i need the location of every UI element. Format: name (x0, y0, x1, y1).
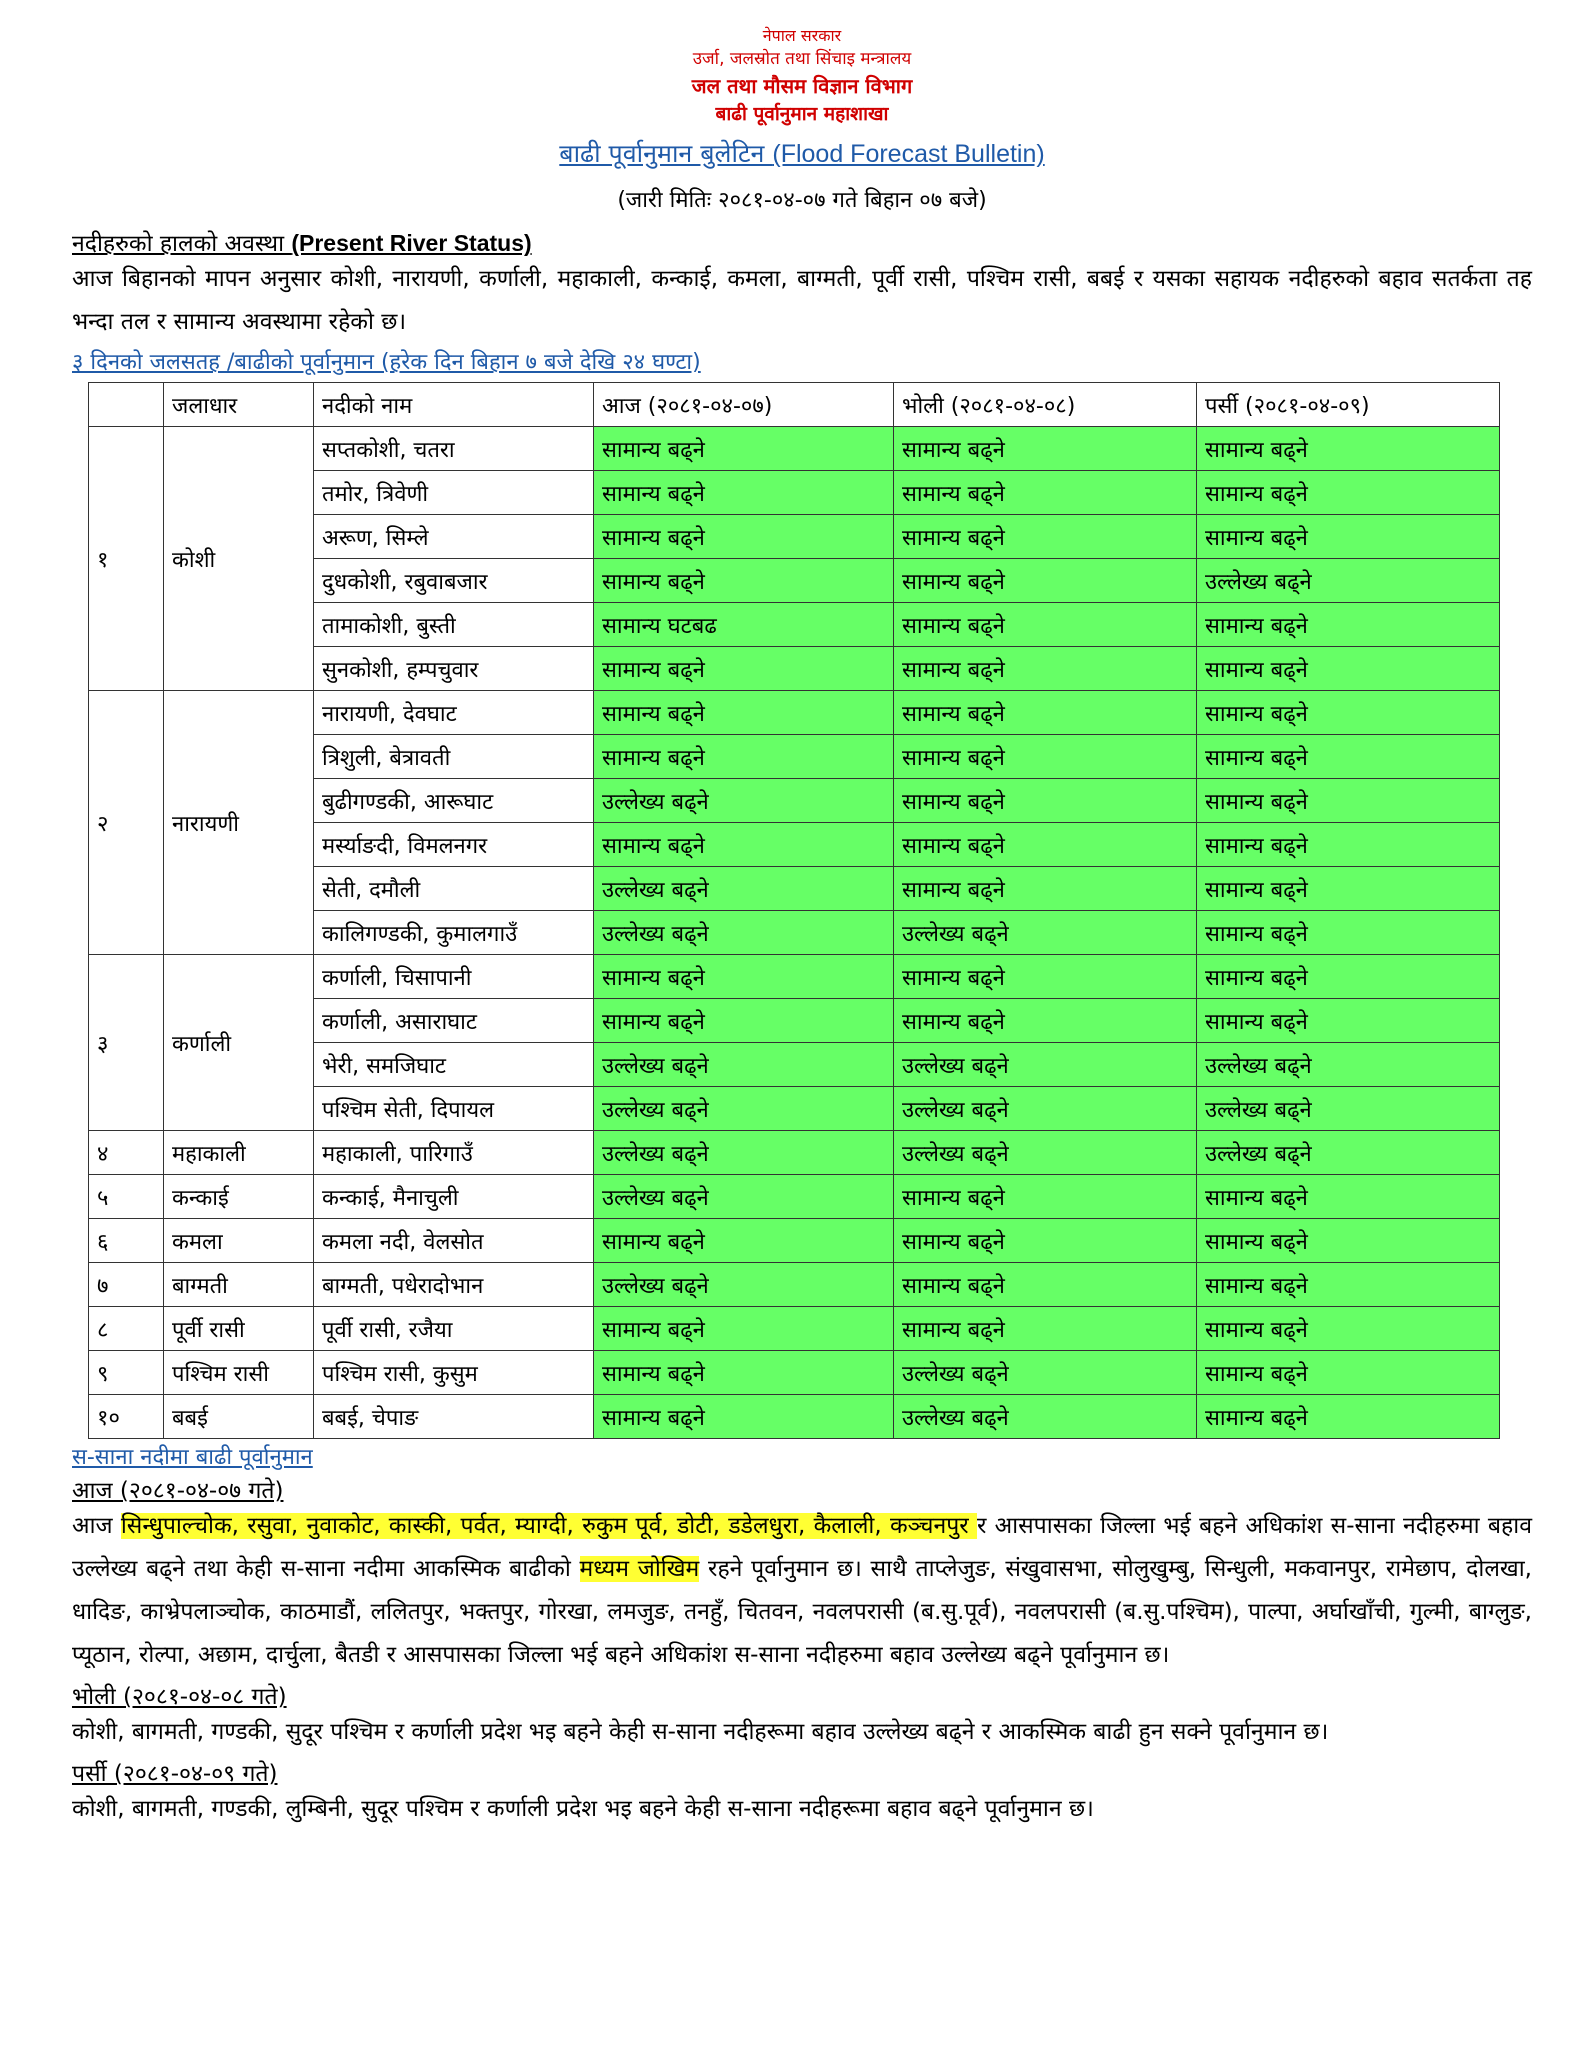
forecast-tomorrow: सामान्य बढ्ने (894, 955, 1197, 999)
river-station: पश्चिम सेती, दिपायल (314, 1087, 594, 1131)
forecast-today: उल्लेख्य बढ्ने (594, 779, 894, 823)
basin-number: ८ (89, 1307, 164, 1351)
today-text (72, 1505, 1532, 1677)
forecast-tomorrow: सामान्य बढ्ने (894, 1219, 1197, 1263)
table-row (89, 1131, 1500, 1175)
forecast-today: सामान्य घटबढ (594, 603, 894, 647)
forecast-today: उल्लेख्य बढ्ने (594, 1131, 894, 1175)
forecast-tomorrow: सामान्य बढ्ने (894, 735, 1197, 779)
forecast-today: सामान्य बढ्ने (594, 515, 894, 559)
river-station: कन्काई, मैनाचुली (314, 1175, 594, 1219)
forecast-tomorrow: सामान्य बढ्ने (894, 999, 1197, 1043)
forecast-today: उल्लेख्य बढ्ने (594, 1263, 894, 1307)
river-station: तामाकोशी, बुस्ती (314, 603, 594, 647)
forecast-tomorrow: सामान्य बढ्ने (894, 471, 1197, 515)
bulletin-title (72, 136, 1532, 170)
forecast-tomorrow: उल्लेख्य बढ्ने (894, 1395, 1197, 1439)
forecast-dayafter: सामान्य बढ्ने (1197, 823, 1500, 867)
river-station: नारायणी, देवघाट (314, 691, 594, 735)
forecast-tomorrow: सामान्य बढ्ने (894, 691, 1197, 735)
basin-number: ९ (89, 1351, 164, 1395)
forecast-dayafter: सामान्य बढ्ने (1197, 779, 1500, 823)
forecast-dayafter: सामान्य बढ्ने (1197, 1351, 1500, 1395)
basin-name: कन्काई (164, 1175, 314, 1219)
river-station: बुढीगण्डकी, आरूघाट (314, 779, 594, 823)
forecast-heading: ३ दिनको जलसतह /बाढीको पूर्वानुमान (हरेक दिन बिहान ७ बजे देखि २४ घण्टा) (72, 350, 701, 376)
basin-name: बबई (164, 1395, 314, 1439)
river-station: अरूण, सिम्ले (314, 515, 594, 559)
river-station: कर्णाली, चिसापानी (314, 955, 594, 999)
issue-date: (जारी मितिः २०८१-०४-०७ गते बिहान ०७ बजे) (617, 188, 987, 214)
forecast-dayafter: सामान्य बढ्ने (1197, 955, 1500, 999)
forecast-tomorrow: सामान्य बढ्ने (894, 1307, 1197, 1351)
forecast-dayafter: उल्लेख्य बढ्ने (1197, 1087, 1500, 1131)
today-pre: आज (72, 1513, 121, 1540)
table-row (89, 691, 1500, 735)
present-status-heading (72, 226, 1532, 258)
basin-number: १ (89, 427, 164, 691)
forecast-table (88, 382, 1500, 1439)
forecast-dayafter: सामान्य बढ्ने (1197, 471, 1500, 515)
river-station: त्रिशुली, बेत्रावती (314, 735, 594, 779)
basin-number: ७ (89, 1263, 164, 1307)
forecast-dayafter: उल्लेख्य बढ्ने (1197, 559, 1500, 603)
forecast-dayafter: सामान्य बढ्ने (1197, 691, 1500, 735)
river-station: मर्स्याङदी, विमलनगर (314, 823, 594, 867)
basin-number: ५ (89, 1175, 164, 1219)
forecast-dayafter: सामान्य बढ्ने (1197, 1263, 1500, 1307)
forecast-today: उल्लेख्य बढ्ने (594, 1175, 894, 1219)
forecast-tomorrow: सामान्य बढ्ने (894, 427, 1197, 471)
col-header-no (89, 383, 164, 427)
forecast-today: सामान्य बढ्ने (594, 691, 894, 735)
present-status-text: आज बिहानको मापन अनुसार कोशी, नारायणी, कर्णाली, महाकाली, कन्काई, कमला, बाग्मती, पूर्वी रासी, पश्चिम रासी, बबई र यसका सहायक नदीहरुको बहाव सतर्कता तह भन्दा तल र सामान्य अवस्थामा रहेको छ। (72, 266, 1532, 336)
forecast-tomorrow: सामान्य बढ्ने (894, 559, 1197, 603)
table-row (89, 1351, 1500, 1395)
forecast-dayafter: सामान्य बढ्ने (1197, 515, 1500, 559)
river-station: दुधकोशी, रबुवाबजार (314, 559, 594, 603)
forecast-today: सामान्य बढ्ने (594, 735, 894, 779)
tomorrow-heading: भोली (२०८१-०४-०८ गते) (72, 1684, 287, 1711)
letterhead (72, 24, 1532, 128)
forecast-dayafter: सामान्य बढ्ने (1197, 647, 1500, 691)
forecast-dayafter: सामान्य बढ्ने (1197, 603, 1500, 647)
forecast-tomorrow: सामान्य बढ्ने (894, 603, 1197, 647)
risk-level: मध्यम जोखिम (579, 1556, 700, 1583)
today-post: रहने पूर्वानुमान छ। साथै ताप्लेजुङ, संखुवासभा, सोलुखुम्बु, सिन्धुली, मकवानपुर, रामेछाप, दोलखा, धादिङ, काभ्रेपलाञ्चोक, काठमाडौं, ललितपुर, भक्तपुर, गोरखा, लमजुङ, तनहुँ, चितवन, नवलपरासी (ब.सु.पूर्व), नवलपरासी (ब.सु.पश्चिम), पाल्पा, अर्घाखाँची, गुल्मी, बाग्लुङ, प्यूठान, रोल्पा, अछाम, दार्चुला, बैतडी र आसपासका जिल्ला भई बहने अधिकांश स-साना नदीहरुमा बहाव उल्लेख्य बढ्ने पूर्वानुमान छ। (72, 1556, 1532, 1669)
river-station: सेती, दमौली (314, 867, 594, 911)
basin-name: महाकाली (164, 1131, 314, 1175)
forecast-tomorrow: सामान्य बढ्ने (894, 647, 1197, 691)
table-row (89, 1219, 1500, 1263)
col-header-river: नदीको नाम (314, 383, 594, 427)
forecast-tomorrow: उल्लेख्य बढ्ने (894, 911, 1197, 955)
basin-name: कोशी (164, 427, 314, 691)
basin-name: पश्चिम रासी (164, 1351, 314, 1395)
forecast-today: उल्लेख्य बढ्ने (594, 1087, 894, 1131)
forecast-dayafter: सामान्य बढ्ने (1197, 867, 1500, 911)
forecast-tomorrow: सामान्य बढ्ने (894, 1263, 1197, 1307)
col-header-basin: जलाधार (164, 383, 314, 427)
table-row (89, 1395, 1500, 1439)
forecast-dayafter: सामान्य बढ्ने (1197, 1175, 1500, 1219)
forecast-tomorrow: उल्लेख्य बढ्ने (894, 1043, 1197, 1087)
dayafter-heading: पर्सी (२०८१-०४-०९ गते) (72, 1761, 278, 1788)
forecast-today: सामान्य बढ्ने (594, 1307, 894, 1351)
forecast-dayafter: सामान्य बढ्ने (1197, 427, 1500, 471)
forecast-today: सामान्य बढ्ने (594, 823, 894, 867)
forecast-today: सामान्य बढ्ने (594, 1219, 894, 1263)
bulletin-page (72, 24, 1532, 1831)
river-station: सप्तकोशी, चतरा (314, 427, 594, 471)
dayafter-text: कोशी, बागमती, गण्डकी, लुम्बिनी, सुदूर पश्चिम र कर्णाली प्रदेश भइ बहने केही स-साना नदीहरूमा बहाव बढ्ने पूर्वानुमान छ। (72, 1796, 1094, 1823)
today-heading: आज (२०८१-०४-०७ गते) (72, 1478, 284, 1505)
forecast-tomorrow: उल्लेख्य बढ्ने (894, 1087, 1197, 1131)
forecast-today: उल्लेख्य बढ्ने (594, 911, 894, 955)
division-name: बाढी पूर्वानुमान महाशाखा (715, 102, 889, 125)
table-row (89, 1175, 1500, 1219)
table-header-row (89, 383, 1500, 427)
small-rivers-heading: स-साना नदीमा बाढी पूर्वानुमान (72, 1445, 313, 1471)
river-station: सुनकोशी, हम्पचुवार (314, 647, 594, 691)
forecast-tomorrow: सामान्य बढ्ने (894, 1175, 1197, 1219)
today-mid: र आसपासका जिल्ला भई बहने अधिकांश स-साना नदीहरुमा बहाव उल्लेख्य बढ्ने तथा केही स-साना नदीमा आकस्मिक बाढीको (72, 1513, 1532, 1583)
forecast-tomorrow: सामान्य बढ्ने (894, 823, 1197, 867)
basin-name: बाग्मती (164, 1263, 314, 1307)
river-station: कमला नदी, वेलसोत (314, 1219, 594, 1263)
forecast-today: सामान्य बढ्ने (594, 1395, 894, 1439)
forecast-today: सामान्य बढ्ने (594, 1351, 894, 1395)
forecast-today: सामान्य बढ्ने (594, 471, 894, 515)
forecast-dayafter: सामान्य बढ्ने (1197, 735, 1500, 779)
river-station: भेरी, समजिघाट (314, 1043, 594, 1087)
present-status-heading-np: नदीहरुको हालको अवस्था (72, 231, 292, 258)
basin-name: पूर्वी रासी (164, 1307, 314, 1351)
tomorrow-text: कोशी, बागमती, गण्डकी, सुदूर पश्चिम र कर्णाली प्रदेश भइ बहने केही स-साना नदीहरूमा बहाव उल्लेख्य बढ्ने र आकस्मिक बाढी हुन सक्ने पूर्वानुमान छ। (72, 1719, 1329, 1746)
table-row (89, 955, 1500, 999)
forecast-dayafter: सामान्य बढ्ने (1197, 1395, 1500, 1439)
river-station: तमोर, त्रिवेणी (314, 471, 594, 515)
forecast-tomorrow: सामान्य बढ्ने (894, 779, 1197, 823)
government-name: नेपाल सरकार (762, 26, 842, 45)
department-name: जल तथा मौसम विज्ञान विभाग (691, 73, 913, 98)
river-station: महाकाली, पारिगाउँ (314, 1131, 594, 1175)
highlighted-districts: सिन्धुपाल्चोक, रसुवा, नुवाकोट, कास्की, पर्वत, म्याग्दी, रुकुम पूर्व, डोटी, डडेलधुरा, कैलाली, कञ्चनपुर (120, 1513, 977, 1540)
forecast-tomorrow: उल्लेख्य बढ्ने (894, 1131, 1197, 1175)
forecast-tomorrow: सामान्य बढ्ने (894, 867, 1197, 911)
present-status-heading-en: (Present River Status) (291, 230, 532, 257)
forecast-dayafter: सामान्य बढ्ने (1197, 1219, 1500, 1263)
col-header-tomorrow: भोली (२०८१-०४-०८) (894, 383, 1197, 427)
ministry-name: उर्जा, जलस्रोत तथा सिंचाइ मन्त्रालय (692, 49, 912, 70)
basin-number: २ (89, 691, 164, 955)
forecast-tomorrow: उल्लेख्य बढ्ने (894, 1351, 1197, 1395)
basin-number: ६ (89, 1219, 164, 1263)
bulletin-title-np: बाढी पूर्वानुमान बुलेटिन (559, 139, 773, 169)
river-station: पूर्वी रासी, रजैया (314, 1307, 594, 1351)
river-station: कर्णाली, असाराघाट (314, 999, 594, 1043)
forecast-tomorrow: सामान्य बढ्ने (894, 515, 1197, 559)
col-header-today: आज (२०८१-०४-०७) (594, 383, 894, 427)
forecast-dayafter: सामान्य बढ्ने (1197, 911, 1500, 955)
river-station: कालिगण्डकी, कुमालगाउँ (314, 911, 594, 955)
basin-number: १० (89, 1395, 164, 1439)
forecast-today: सामान्य बढ्ने (594, 955, 894, 999)
forecast-today: उल्लेख्य बढ्ने (594, 1043, 894, 1087)
forecast-dayafter: उल्लेख्य बढ्ने (1197, 1131, 1500, 1175)
forecast-today: उल्लेख्य बढ्ने (594, 867, 894, 911)
river-station: बाग्मती, पधेरादोभान (314, 1263, 594, 1307)
bulletin-title-en: (Flood Forecast Bulletin) (772, 140, 1045, 169)
forecast-today: सामान्य बढ्ने (594, 427, 894, 471)
basin-name: कर्णाली (164, 955, 314, 1131)
basin-name: कमला (164, 1219, 314, 1263)
table-row (89, 1263, 1500, 1307)
table-row (89, 1307, 1500, 1351)
forecast-dayafter: उल्लेख्य बढ्ने (1197, 1043, 1500, 1087)
forecast-dayafter: सामान्य बढ्ने (1197, 999, 1500, 1043)
forecast-today: सामान्य बढ्ने (594, 647, 894, 691)
forecast-table-body (89, 427, 1500, 1439)
forecast-today: सामान्य बढ्ने (594, 999, 894, 1043)
forecast-today: सामान्य बढ्ने (594, 559, 894, 603)
forecast-dayafter: सामान्य बढ्ने (1197, 1307, 1500, 1351)
basin-name: नारायणी (164, 691, 314, 955)
col-header-dayafter: पर्सी (२०८१-०४-०९) (1197, 383, 1500, 427)
basin-number: ३ (89, 955, 164, 1131)
river-station: पश्चिम रासी, कुसुम (314, 1351, 594, 1395)
table-row (89, 427, 1500, 471)
basin-number: ४ (89, 1131, 164, 1175)
river-station: बबई, चेपाङ (314, 1395, 594, 1439)
